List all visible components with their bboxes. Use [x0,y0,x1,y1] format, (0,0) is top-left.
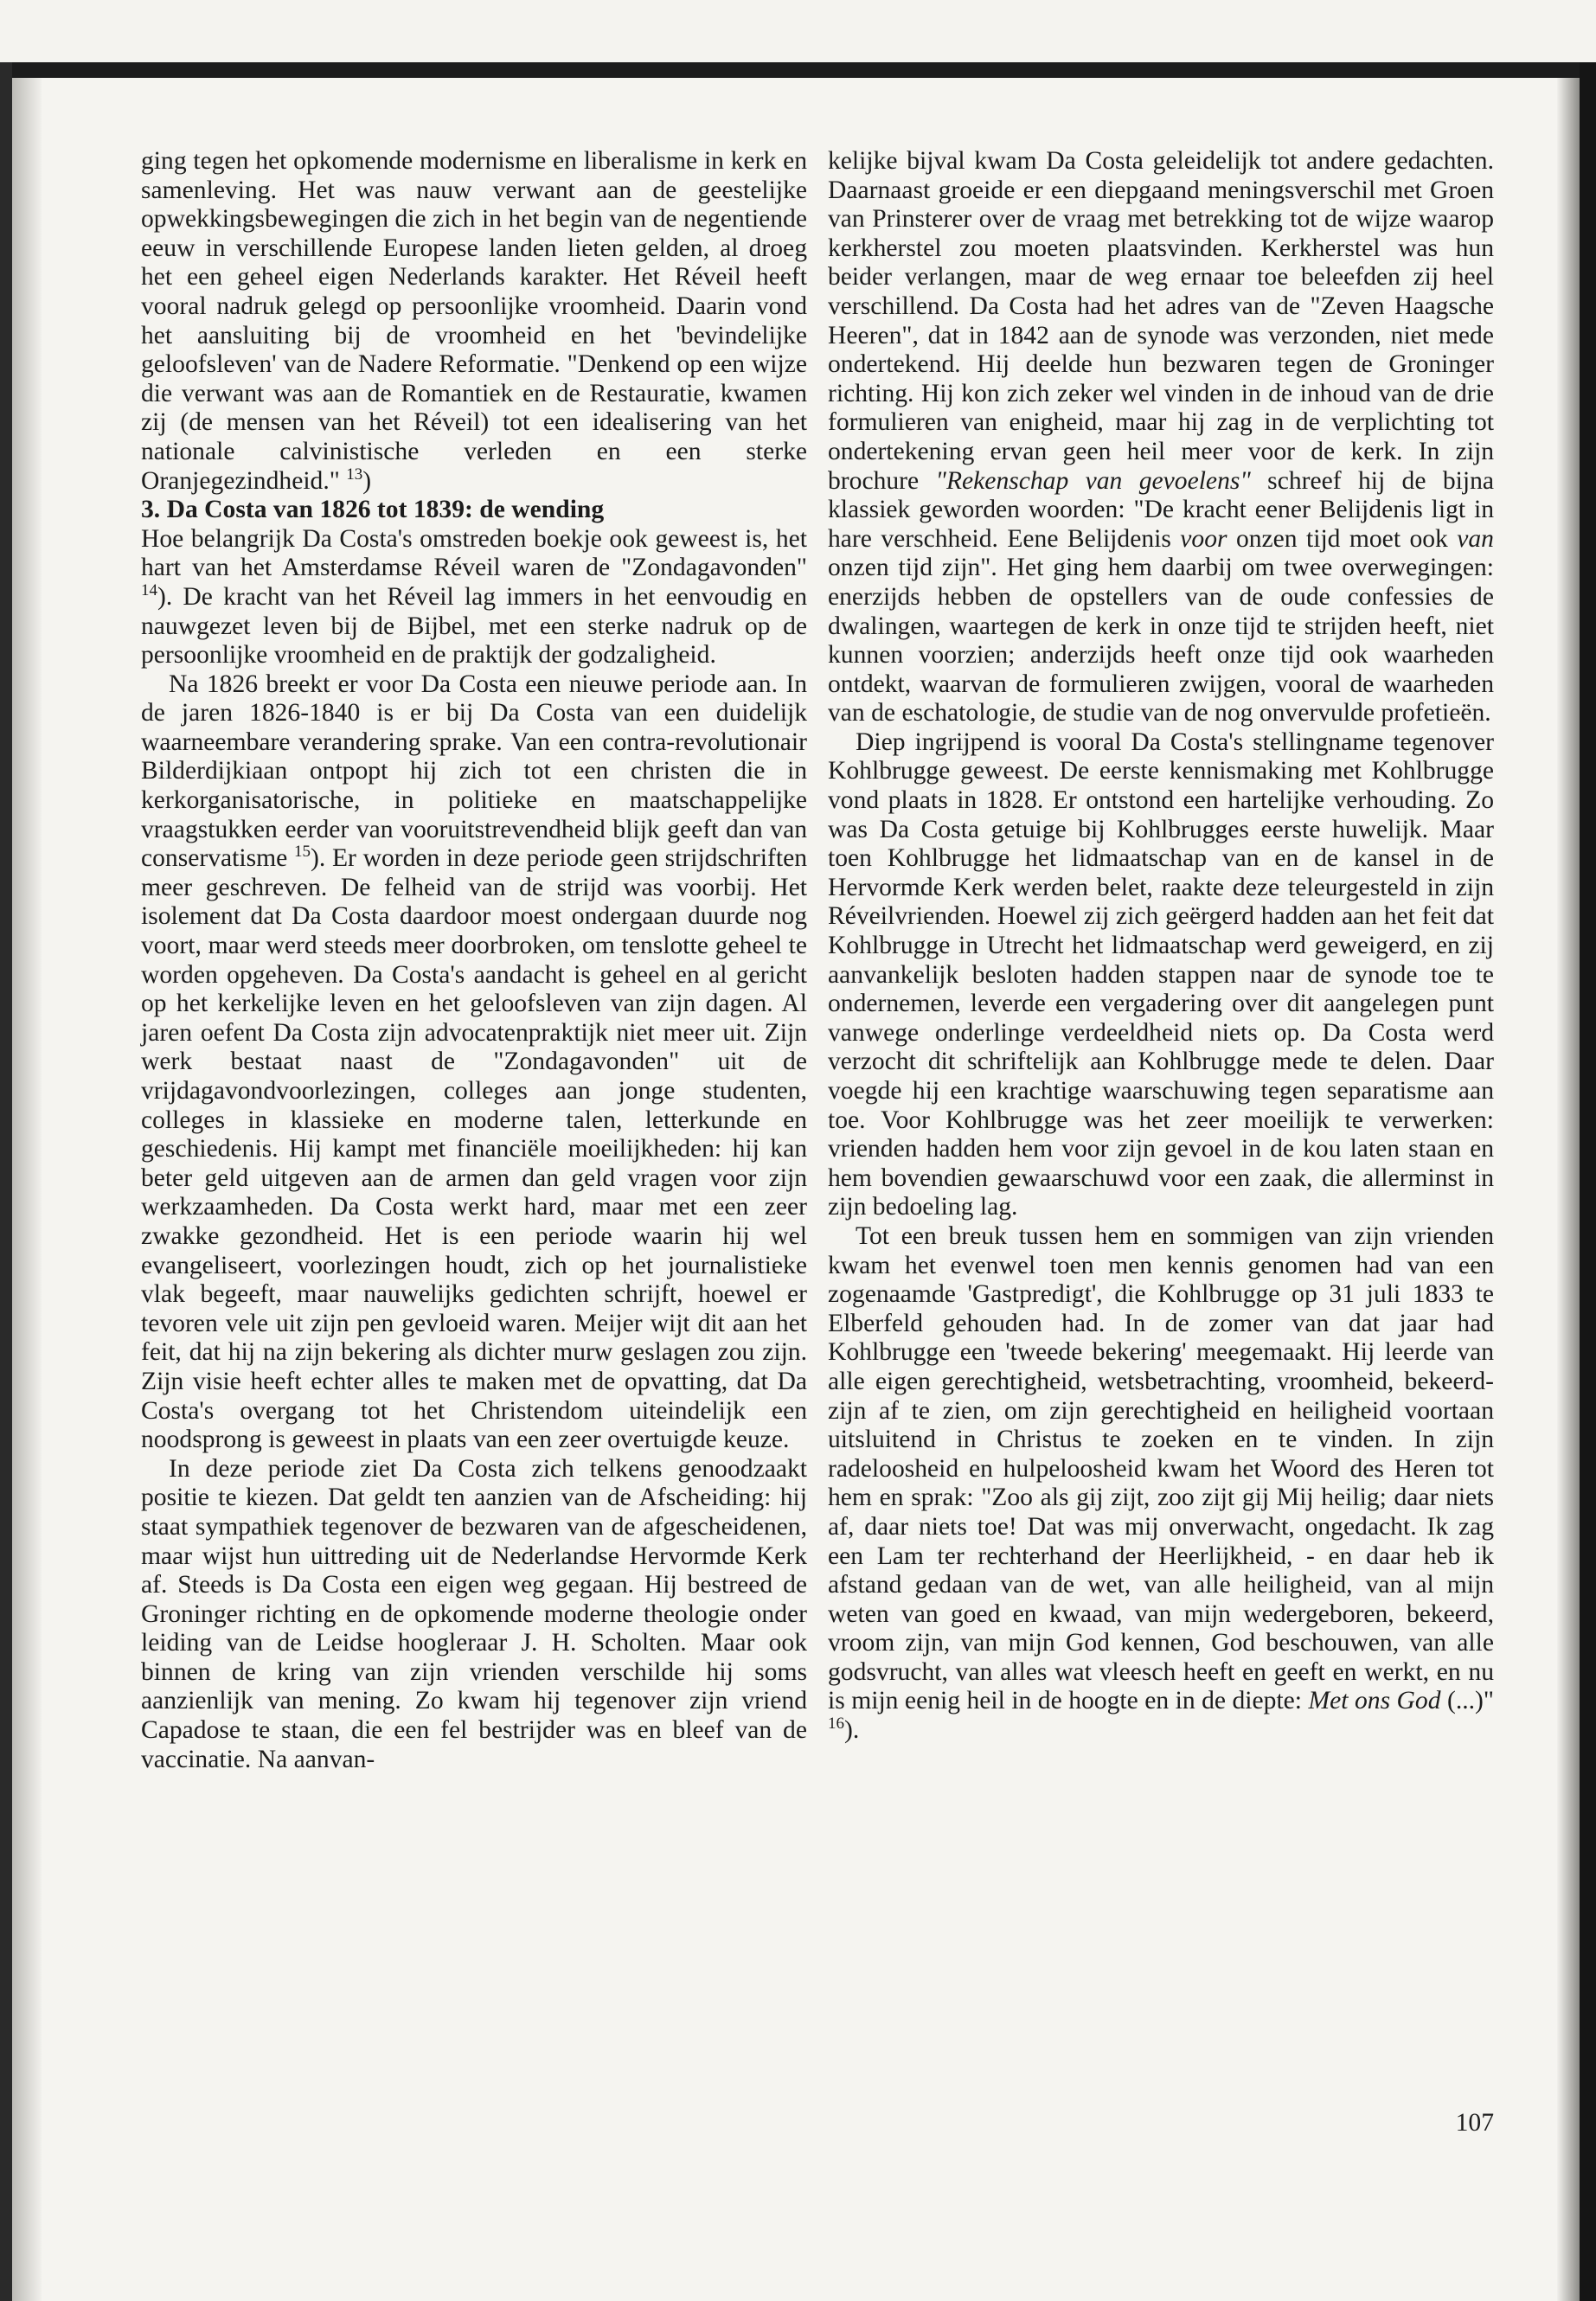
section-heading: 3. Da Costa van 1826 tot 1839: de wending [141,496,605,524]
brochure-title: "Rekenschap van gevoelens" [935,466,1251,495]
paragraph-zondagavonden: Hoe belangrijk Da Costa's omstreden boekje ook geweest is, het hart van het Amsterdamse Réveil waren de "Zondagavonden" $^{14}$). De kracht van het Réveil lag immers in het eenvoudig en nauwgezet leven bij de Bijbel, met een sterke nadruk op de persoonlijke vroomheid en de praktijk der godzaligheid. [141,524,807,670]
page-edge-shadow [1557,78,1580,2301]
paragraph-kohlbrugge: Diep ingrijpend is vooral Da Costa's stellingname tegenover Kohlbrugge geweest. De eerste kennismaking met Kohlbrugge vond plaats in 1828. Er ontstond een hartelijke verhouding. Zo was Da Costa getuige bij Kohlbrugges eerste huwelijk. Maar toen Kohlbrugge het lidmaatschap van en de kansel in de Hervormde Kerk werden belet, raakte deze teleurgesteld in zijn Réveilvrienden. Hoewel zij zich geërgerd hadden aan het feit dat Kohlbrugge in Utrecht het lidmaatschap werd geweigerd, en zij aanvankelijk besloten hadden stappen naar de synode toe te ondernemen, leverde een vergadering over dit aangelegen punt vanwege onderlinge verdeeldheid niets op. Da Costa werd verzocht dit schriftelijk aan Kohlbrugge mede te delen. Daar voegde hij een krachtige waarschuwing tegen separatisme aan toe. Voor Kohlbrugge was het zeer moeilijk te verwerken: vrienden hadden hem voor zijn gevoel in de kou laten staan en hem bovendien gewaarschuwd voor een zaak, die allerminst in zijn bedoeling lag. [828,727,1494,1221]
footnote-ref-16: 16 [828,1715,844,1734]
book-page [42,78,1557,2301]
right-text-column [828,147,1494,1746]
footnote-ref-13: 13 [346,465,363,484]
paragraph-kerkherstel: kelijke bijval kwam Da Costa geleidelijk tot andere gedachten. Daarnaast groeide er een diepgaand meningsverschil met Groen van Prinsterer over de vraag met betrekking tot de wijze waarop kerkherstel zou moeten plaatsvinden. Kerkherstel was hun beider verlangen, maar de weg ernaar toe beleefden zij heel verschillend. Da Costa had het adres van de "Zeven Haagsche Heeren", dat in 1842 aan de synode was verzonden, niet mede ondertekend. Hij deelde hun bezwaren tegen de Groninger richting. Hij kon zich zeker wel vinden in de inhoud van de drie formulieren van enigheid, maar hij zag in de verplichting tot ondertekening ervan geen heil meer voor de kerk. In zijn brochure "Rekenschap van gevoelens" schreef hij de bijna klassiek geworden woorden: "De kracht eener Belijdenis ligt in hare verschheid. Eene Belijdenis voor onzen tijd moet ook van onzen tijd zijn". Het ging hem daarbij om twee overwegingen: enerzijds hebben de opstellers van de oude confessies de dwalingen, waartegen de kerk in onze tijd te strijden heeft, niet kunnen voorzien; anderzijds heeft onze tijd ook waarheden ontdekt, waarvan de formulieren zwijgen, vooral de waarheden van de eschatologie, de studie van de nog onvervulde profetieën. [828,147,1494,727]
paragraph-reveil-description: ging tegen het opkomende modernisme en liberalisme in kerk en samenleving. Het was nauw verwant aan de geestelijke opwekkingsbewegingen die zich in het begin van de negentiende eeuw in verschillende Europese landen lieten gelden, al droeg het een geheel eigen Nederlands karakter. Het Réveil heeft vooral nadruk gelegd op persoonlijke vroomheid. Daarin vond het aansluiting bij de vroomheid en het 'bevindelijke geloofsleven' van de Nadere Reformatie. "Denkend op een wijze die verwant was aan de Romantiek en de Restauratie, kwamen zij (de mensen van het Réveil) tot een idealisering van het nationale calvinistische verleden en een sterke Oranjegezindheid." $^{13}$) [141,147,807,495]
page-number: 107 [1455,2109,1494,2137]
paragraph-positions: In deze periode ziet Da Costa zich telkens genoodzaakt positie te kiezen. Dat geldt ten aanzien van de Afscheiding: hij staat sympathiek tegenover de bezwaren van de afgescheidenen, maar wijst hun uittreding uit de Nederlandse Hervormde Kerk af. Steeds is Da Costa een eigen weg gegaan. Hij bestreed de Groninger richting en de opkomende moderne theologie onder leiding van de Leidse hoogleraar J. H. Scholten. Maar ook binnen de kring van zijn vrienden verschilde hij soms aanzienlijk van mening. Zo kwam hij tegenover zijn vriend Capadose te staan, die een fel bestrijder was en bleef van de vaccinatie. Na aanvan- [141,1454,807,1773]
quote-title: Met ons God [1308,1687,1441,1715]
footnote-ref-15: 15 [294,843,311,862]
scan-right-edge [1580,62,1596,2301]
footnote-ref-14: 14 [141,581,157,600]
scan-left-edge [0,62,12,2301]
binding-shadow [12,78,42,2301]
paragraph-breuk: Tot een breuk tussen hem en sommigen van zijn vrienden kwam het evenwel toen men kennis genomen had van een zogenaamde 'Gastpredigt', die Kohlbrugge op 31 juli 1833 te Elberfeld gehouden had. In de zomer van dat jaar had Kohlbrugge een 'tweede bekering' meegemaakt. Hij leerde van alle eigen gerechtigheid, wetsbetrachting, vroomheid, bekeerd-zijn af te zien, om zijn gerechtigheid en heiligheid voortaan uitsluitend in Christus te zoeken en te vinden. In zijn radeloosheid en hulpeloosheid kwam het Woord des Heren tot hem en sprak: "Zoo als gij zijt, zoo zijt gij Mij heilig; daar niets af, daar niets toe! Dat was mij onverwacht, ongedacht. Ik zag een Lam ter rechterhand der Heerlijkheid, - en daar heb ik afstand gedaan van de wet, van alle heiligheid, van al mijn weten van goed en kwaad, van mijn wedergeboren, bekeerd, vroom zijn, van mijn God kennen, God beschouwen, van alle godsvrucht, van alles wat vleesch heeft en geeft en werkt, en nu is mijn eenig heil in de hoogte en in de diepte: Met ons God (...)" $^{16}$). [828,1221,1494,1745]
paragraph-new-period: Na 1826 breekt er voor Da Costa een nieuwe periode aan. In de jaren 1826-1840 is er bij Da Costa van een duidelijk waarneembare verandering sprake. Van een contra-revolutionair Bilderdijkiaan ontpopt hij zich tot een christen die in kerkorganisatorische, in politieke en maatschappelijke vraagstukken eerder van vooruitstrevendheid blijk geeft dan van conservatisme $^{15}$). Er worden in deze periode geen strijdschriften meer geschreven. De felheid van de strijd was voorbij. Het isolement dat Da Costa daardoor moest ondergaan duurde nog voort, maar werd steeds meer doorbroken, om tenslotte geheel te worden opgeheven. Da Costa's aandacht is geheel en al gericht op het kerkelijke leven en het geloofsleven van zijn dagen. Al jaren oefent Da Costa zijn advocatenpraktijk niet meer uit. Zijn werk bestaat naast de "Zondagavonden" uit de vrijdagavondvoorlezingen, colleges aan jonge studenten, colleges in klassieke en moderne talen, letterkunde en geschiedenis. Hij kampt met financiële moeilijkheden: hij kan beter geld uitgeven aan de armen dan geld vragen voor zijn werkzaamheden. Da Costa werkt hard, maar met een zeer zwakke gezondheid. Het is een periode waarin hij wel evangeliseert, voorlezingen houdt, zich op het journalistieke vlak begeeft, maar nauwelijks gedichten schrijft, hoewel er tevoren vele uit zijn pen gevloeid waren. Meijer wijt dit aan het feit, dat hij na zijn bekering als dichter murw geslagen zou zijn. Zijn visie heeft echter alles te maken met de opvatting, dat Da Costa's overgang tot het Christendom uiteindelijk een noodsprong is geweest in plaats van een zeer overtuigde keuze. [141,670,807,1454]
left-text-column [141,147,807,1774]
scan-top-edge [0,62,1596,78]
